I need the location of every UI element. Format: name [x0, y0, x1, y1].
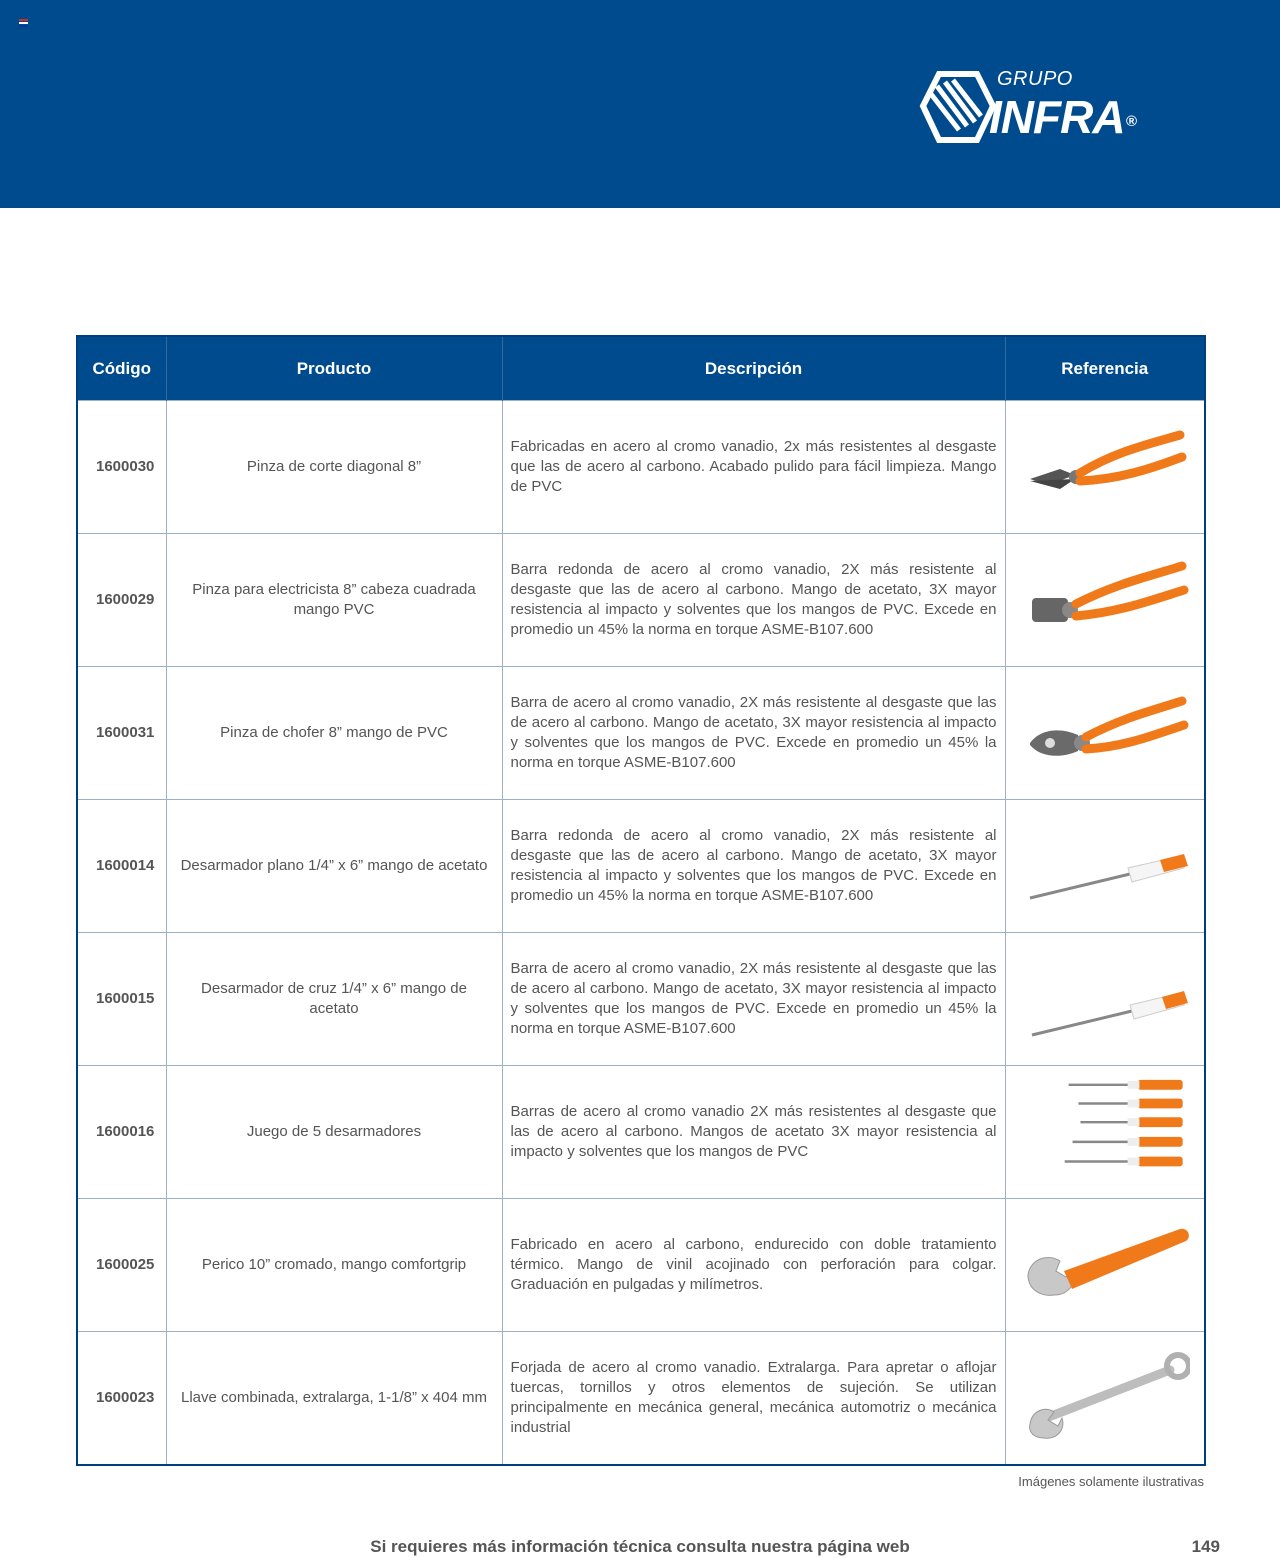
header-descripcion: Descripción	[502, 336, 1005, 401]
header-referencia: Referencia	[1005, 336, 1205, 401]
combination-wrench-icon	[1020, 1348, 1190, 1448]
product-code: 1600016	[77, 1066, 166, 1199]
product-code: 1600031	[77, 667, 166, 800]
table-row	[77, 800, 1205, 933]
product-description: Barra de acero al cromo vanadio, 2X más resistente al desgaste que las de acero al carbono. Mango de acetato, 3X mayor resistencia al impacto y solventes que los mangos de PVC. Excede en promedio un 45% la norma en torque ASME-B107.600	[502, 933, 1005, 1066]
grupo-infra-logo	[915, 64, 1155, 154]
product-name: Pinza para electricista 8” cabeza cuadrada mango PVC	[166, 534, 502, 667]
product-name: Juego de 5 desarmadores	[166, 1066, 502, 1199]
product-code: 1600014	[77, 800, 166, 933]
table-row	[77, 1199, 1205, 1332]
product-code: 1600025	[77, 1199, 166, 1332]
screwdriver-set-icon	[1020, 1073, 1190, 1191]
flat-screwdriver-icon	[1020, 816, 1190, 916]
product-description: Fabricadas en acero al cromo vanadio, 2x más resistentes al desgaste que las de acero al carbono. Acabado pulido para fácil limpieza. Mango de PVC	[502, 401, 1005, 534]
reference-image-cell	[1005, 401, 1205, 534]
logo-grupo-text: GRUPO	[997, 68, 1073, 90]
reference-image-cell	[1005, 1066, 1205, 1199]
reference-image-cell	[1005, 1199, 1205, 1332]
product-name: Perico 10” cromado, mango comfortgrip	[166, 1199, 502, 1332]
page-number: 149	[1191, 1537, 1220, 1556]
header-codigo: Código	[77, 336, 166, 401]
page-header	[0, 0, 1280, 208]
product-name: Pinza de corte diagonal 8”	[166, 401, 502, 534]
product-name: Llave combinada, extralarga, 1-1/8” x 404 mm	[166, 1332, 502, 1466]
diagonal-pliers-icon	[1020, 417, 1190, 517]
product-name: Pinza de chofer 8” mango de PVC	[166, 667, 502, 800]
product-code: 1600015	[77, 933, 166, 1066]
product-description: Barra de acero al cromo vanadio, 2X más resistente al desgaste que las de acero al carbono. Mango de acetato, 3X mayor resistencia al impacto y solventes que los mangos de PVC. Excede en promedio un 45% la norma en torque ASME-B107.600	[502, 667, 1005, 800]
product-description: Barra redonda de acero al cromo vanadio, 2X más resistente al desgaste que las de acero al carbono. Mango de acetato, 3X mayor resistencia al impacto y solventes que los mangos de PVC. Excede en promedio un 45% la norma en torque ASME-B107.600	[502, 800, 1005, 933]
adjustable-wrench-icon	[1020, 1215, 1190, 1315]
illustrative-images-note: Imágenes solamente ilustrativas	[1018, 1474, 1204, 1489]
slip-joint-pliers-icon	[1020, 683, 1190, 783]
footer-info-text: Si requieres más información técnica consulta nuestra página web	[370, 1537, 910, 1556]
product-name: Desarmador plano 1/4” x 6” mango de acetato	[166, 800, 502, 933]
table-header-row	[77, 336, 1205, 401]
product-description: Barras de acero al cromo vanadio 2X más resistentes al desgaste que las de acero al carbono. Mangos de acetato 3X mayor resistencia al impacto y solventes que los mangos de PVC	[502, 1066, 1005, 1199]
phillips-screwdriver-icon	[1020, 949, 1190, 1049]
product-code: 1600030	[77, 401, 166, 534]
product-description: Fabricado en acero al carbono, endurecido con doble tratamiento térmico. Mango de vinil acojinado con perforación para colgar. Graduación en pulgadas y milímetros.	[502, 1199, 1005, 1332]
product-code: 1600029	[77, 534, 166, 667]
table-row	[77, 933, 1205, 1066]
product-code: 1600023	[77, 1332, 166, 1466]
reference-image-cell	[1005, 667, 1205, 800]
table-row	[77, 1066, 1205, 1199]
registered-mark: ®	[1126, 113, 1138, 130]
table-row	[77, 534, 1205, 667]
reference-image-cell	[1005, 800, 1205, 933]
reference-image-cell	[1005, 534, 1205, 667]
reference-image-cell	[1005, 933, 1205, 1066]
lineman-pliers-icon	[1020, 550, 1190, 650]
product-description: Forjada de acero al cromo vanadio. Extralarga. Para apretar o aflojar tuercas, tornillos y otros elementos de sujeción. Se utilizan principalmente en mecánica general, mecánica automotriz o mecánica industrial	[502, 1332, 1005, 1466]
table-row	[77, 1332, 1205, 1466]
table-row	[77, 667, 1205, 800]
header-producto: Producto	[166, 336, 502, 401]
reference-image-cell	[1005, 1332, 1205, 1466]
table-row	[77, 401, 1205, 534]
product-name: Desarmador de cruz 1/4” x 6” mango de acetato	[166, 933, 502, 1066]
logo-infra-text: INFRA	[989, 91, 1125, 143]
infra-emblem-icon	[919, 68, 997, 146]
product-description: Barra redonda de acero al cromo vanadio, 2X más resistente al desgaste que las de acero al carbono. Mango de acetato, 3X mayor resistencia al impacto y solventes que los mangos de PVC. Excede en promedio un 45% la norma en torque ASME-B107.600	[502, 534, 1005, 667]
language-flag-icon[interactable]	[19, 19, 28, 26]
product-table	[76, 335, 1206, 1466]
